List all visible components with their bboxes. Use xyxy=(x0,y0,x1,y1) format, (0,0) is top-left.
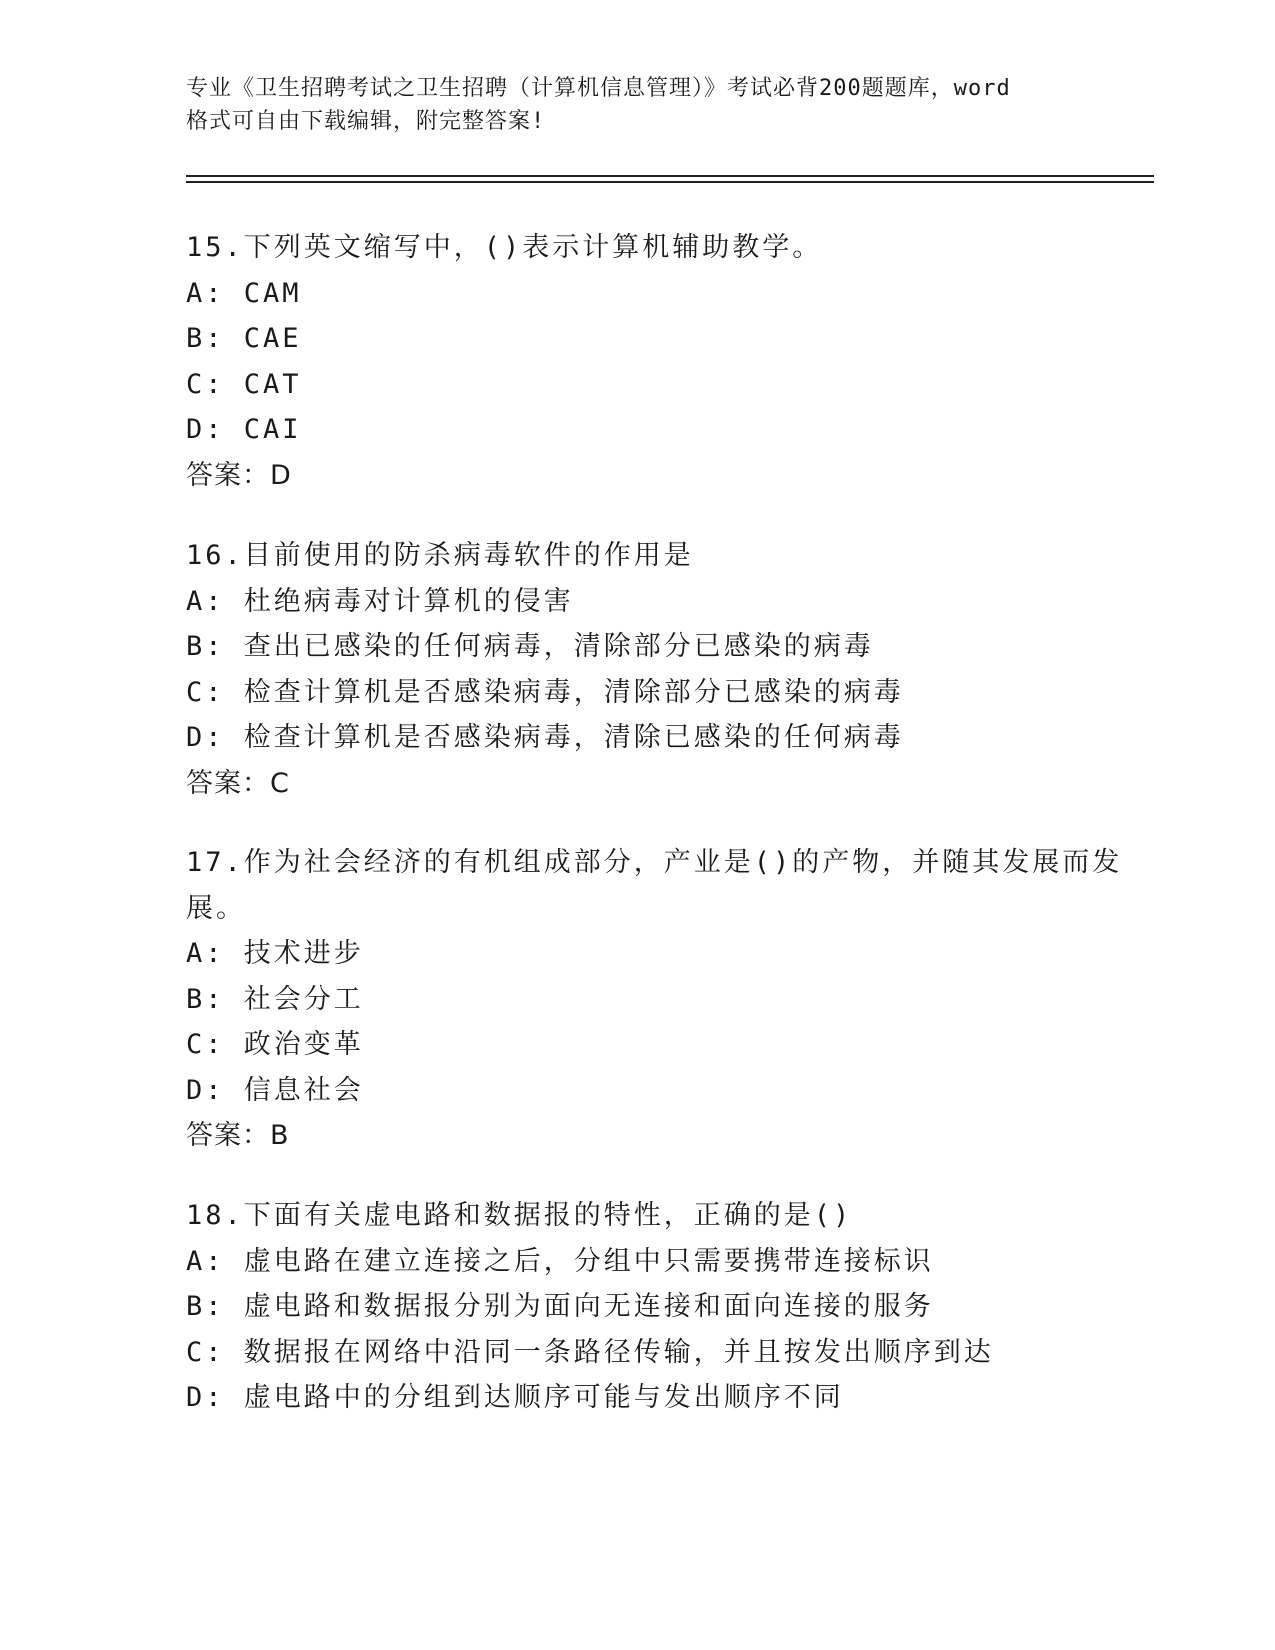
header-line-2: 格式可自由下载编辑，附完整答案! xyxy=(186,109,546,134)
header-divider-bottom xyxy=(186,181,1154,183)
option-d: D: 检查计算机是否感染病毒，清除已感染的任何病毒 xyxy=(186,722,904,753)
option-c: C: 检查计算机是否感染病毒，清除部分已感染的病毒 xyxy=(186,676,904,708)
answer-label: 答案：B xyxy=(186,1120,290,1151)
option-c: C: 政治变革 xyxy=(186,1029,364,1060)
document-header xyxy=(186,72,1086,138)
question-15 xyxy=(186,225,1086,498)
option-b: B: CAE xyxy=(186,323,302,354)
answer-label: 答案：C xyxy=(186,767,290,799)
question-stem: 18.下面有关虚电路和数据报的特性，正确的是() xyxy=(186,1200,853,1231)
answer-label: 答案：D xyxy=(186,459,292,491)
option-a: A: 虚电路在建立连接之后，分组中只需要携带连接标识 xyxy=(186,1245,934,1277)
option-b: B: 虚电路和数据报分别为面向无连接和面向连接的服务 xyxy=(186,1291,934,1322)
question-stem: 15.下列英文缩写中，()表示计算机辅助教学。 xyxy=(186,232,823,263)
option-c: C: CAT xyxy=(186,368,302,400)
option-a: A: CAM xyxy=(186,277,302,309)
option-b: B: 社会分工 xyxy=(186,983,364,1015)
option-d: D: 信息社会 xyxy=(186,1074,364,1106)
option-c: C: 数据报在网络中沿同一条路径传输，并且按发出顺序到达 xyxy=(186,1336,994,1368)
header-line-1: 专业《卫生招聘考试之卫生招聘（计算机信息管理）》考试必背200题题库，word xyxy=(186,76,1011,101)
option-b: B: 查出已感染的任何病毒，清除部分已感染的病毒 xyxy=(186,631,874,662)
question-17 xyxy=(186,840,1123,1159)
header-divider-top xyxy=(186,175,1154,177)
question-stem-line-1: 17.作为社会经济的有机组成部分，产业是()的产物，并随其发展而发 xyxy=(186,847,1123,878)
question-18 xyxy=(186,1193,1086,1421)
option-d: D: 虚电路中的分组到达顺序可能与发出顺序不同 xyxy=(186,1382,844,1413)
option-d: D: CAI xyxy=(186,414,302,445)
option-a: A: 技术进步 xyxy=(186,938,364,969)
question-16 xyxy=(186,533,1086,806)
question-stem: 16.目前使用的防杀病毒软件的作用是 xyxy=(186,540,694,571)
option-a: A: 杜绝病毒对计算机的侵害 xyxy=(186,585,574,617)
question-stem-line-2: 展。 xyxy=(186,892,246,924)
